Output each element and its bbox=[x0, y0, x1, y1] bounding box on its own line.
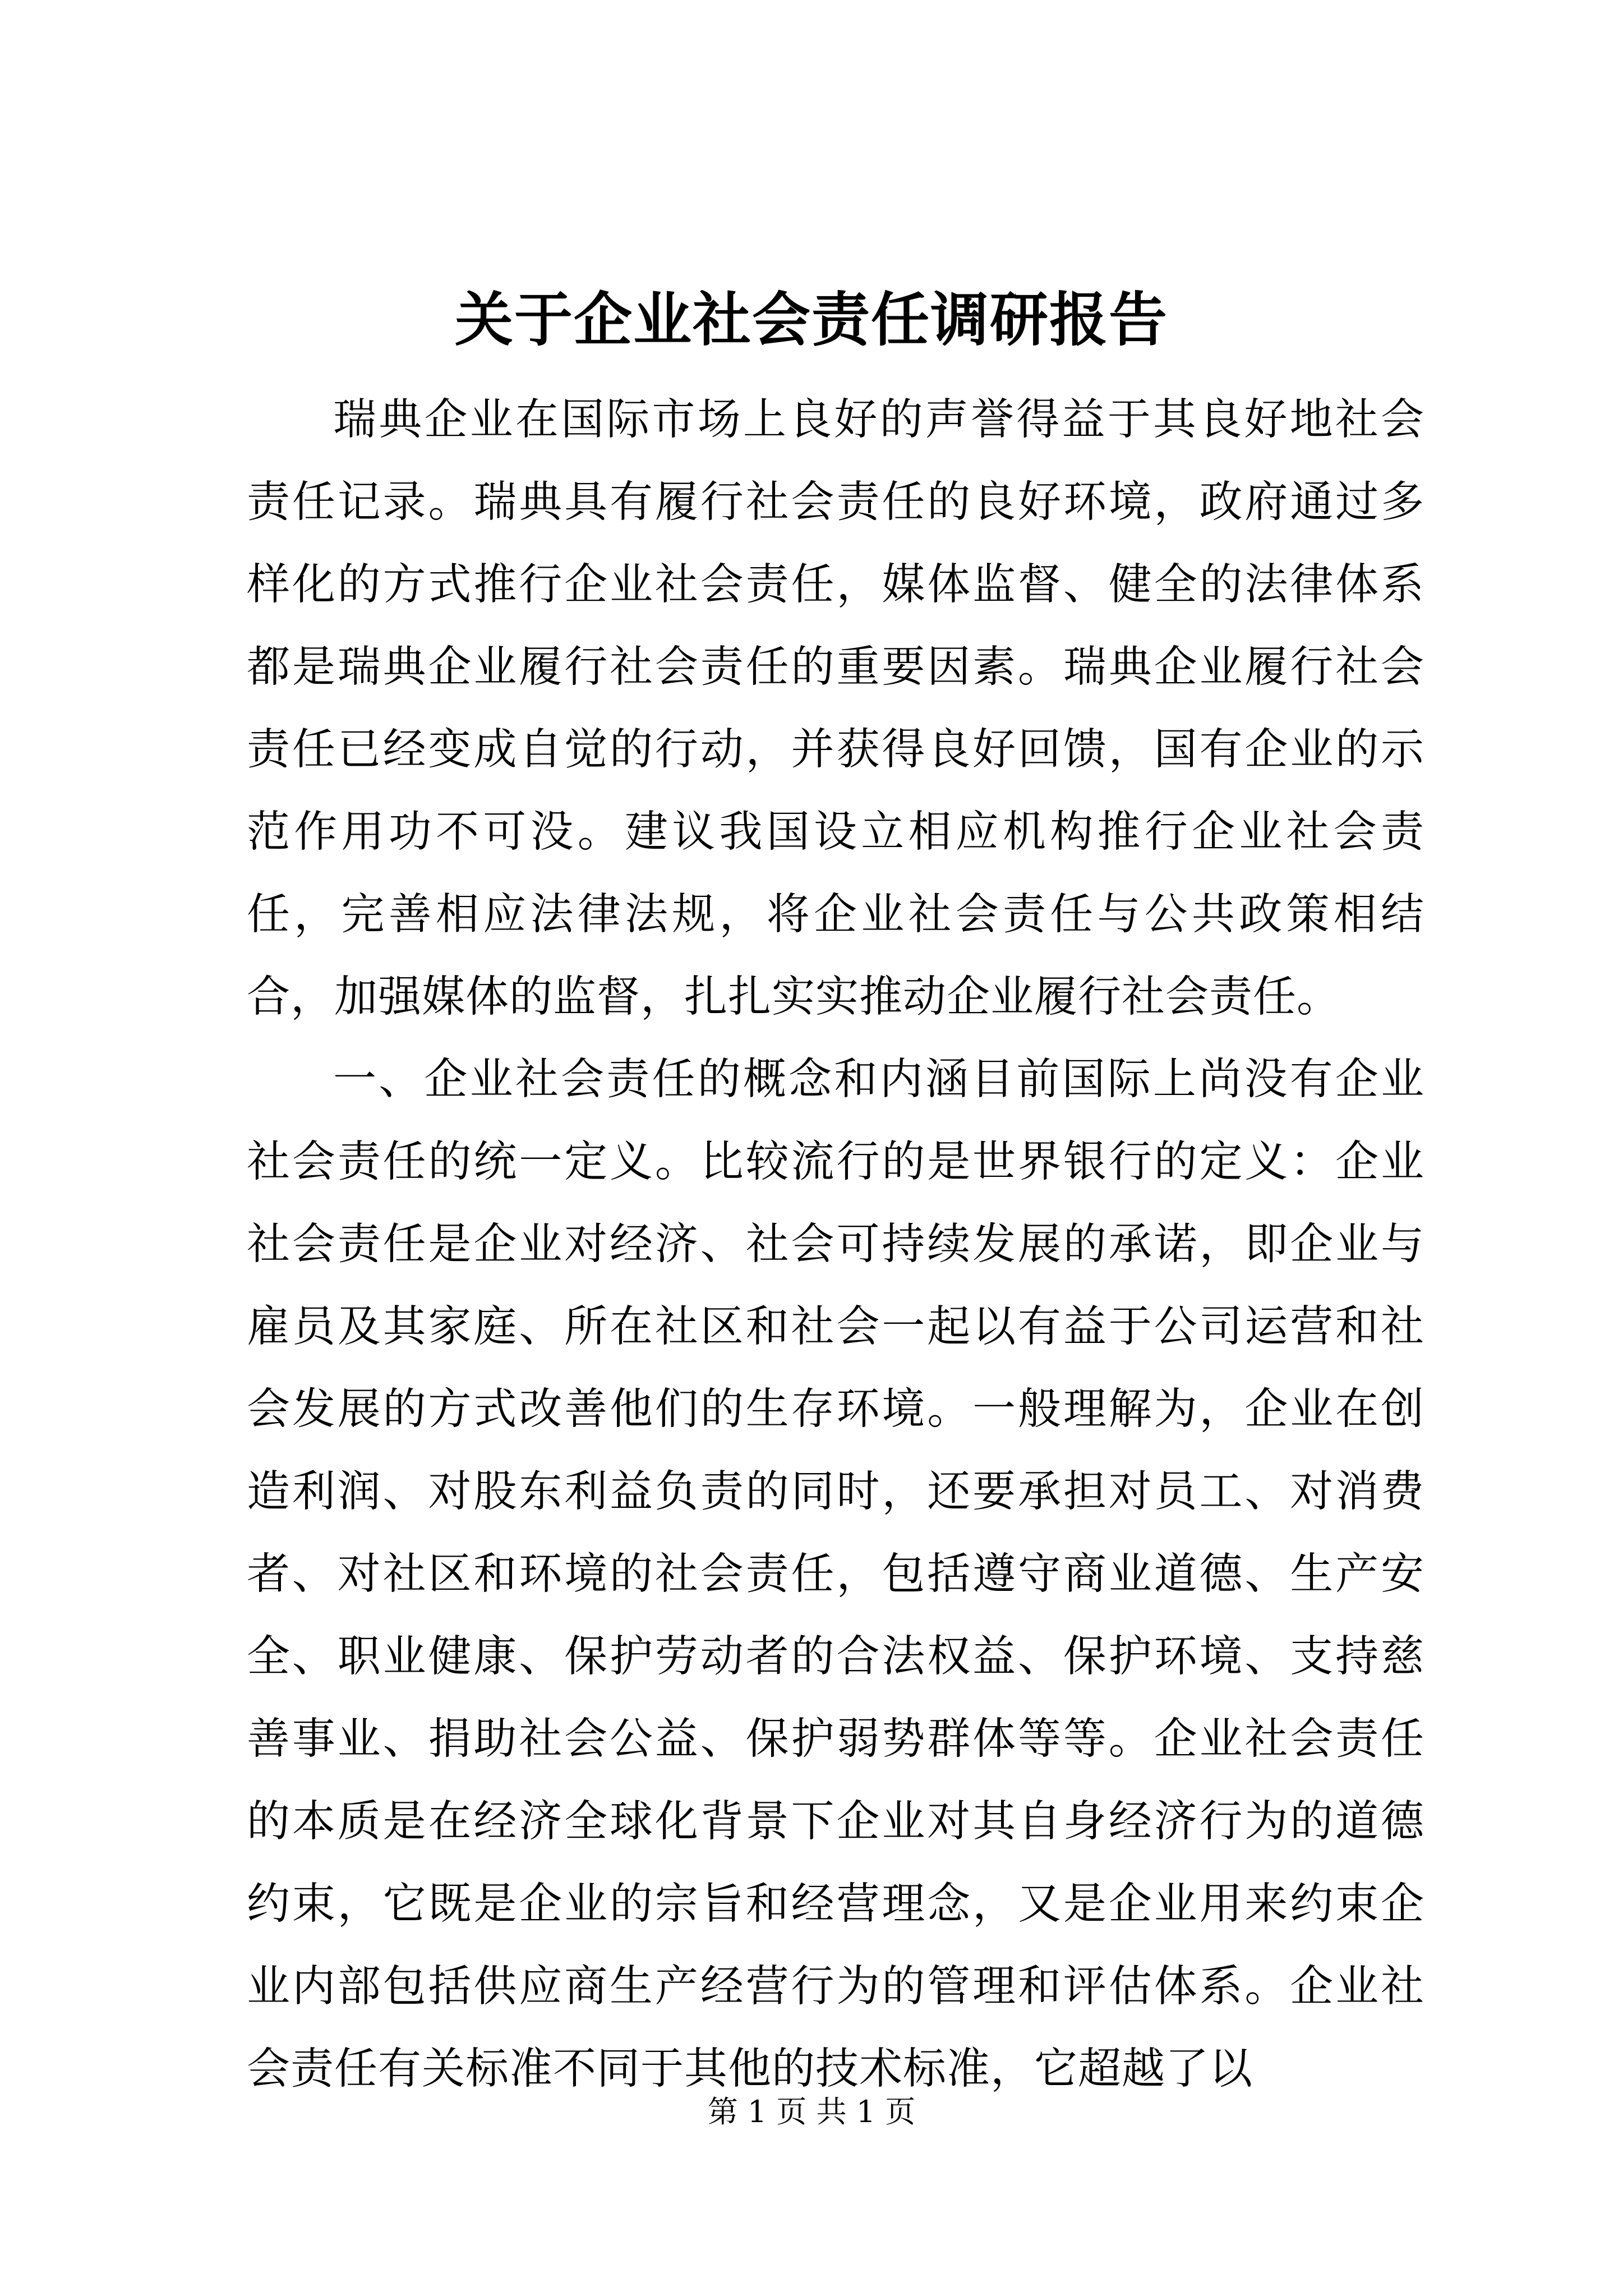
document-title: 关于企业社会责任调研报告 bbox=[454, 285, 1168, 354]
paragraph-2: 一、企业社会责任的概念和内涵目前国际上尚没有企业社会责任的统一定义。比较流行的是世界银行的定义：企业社会责任是企业对经济、社会可持续发展的承诺，即企业与雇员及其家庭、所在社区和社会一起以有益于公司运营和社会发展的方式改善他们的生存环境。一般理解为，企业在创造利润、对股东利益负责的同时，还要承担对员工、对消费者、对社区和环境的社会责任，包括遵守商业道德、生产安全、职业健康、保护劳动者的合法权益、保护环境、支持慈善事业、捐助社会公益、保护弱势群体等等。企业社会责任的本质是在经济全球化背景下企业对其自身经济行为的道德约束，它既是企业的宗旨和经营理念，又是企业用来约束企业内部包括供应商生产经营行为的管理和评估体系。企业社会责任有关标准不同于其他的技术标准，它超越了以 bbox=[247, 1055, 1424, 2094]
paragraph-1: 瑞典企业在国际市场上良好的声誉得益于其良好地社会责任记录。瑞典具有履行社会责任的良好环境，政府通过多样化的方式推行企业社会责任，媒体监督、健全的法律体系都是瑞典企业履行社会责任的重要因素。瑞典企业履行社会责任已经变成自觉的行动，并获得良好回馈，国有企业的示范作用功不可没。建议我国设立相应机构推行企业社会责任，完善相应法律法规，将企业社会责任与公共政策相结合，加强媒体的监督，扎扎实实推动企业履行社会责任。 bbox=[247, 395, 1424, 1022]
page-footer: 第 1 页 共 1 页 bbox=[707, 2094, 916, 2129]
document-body bbox=[247, 379, 1424, 2110]
